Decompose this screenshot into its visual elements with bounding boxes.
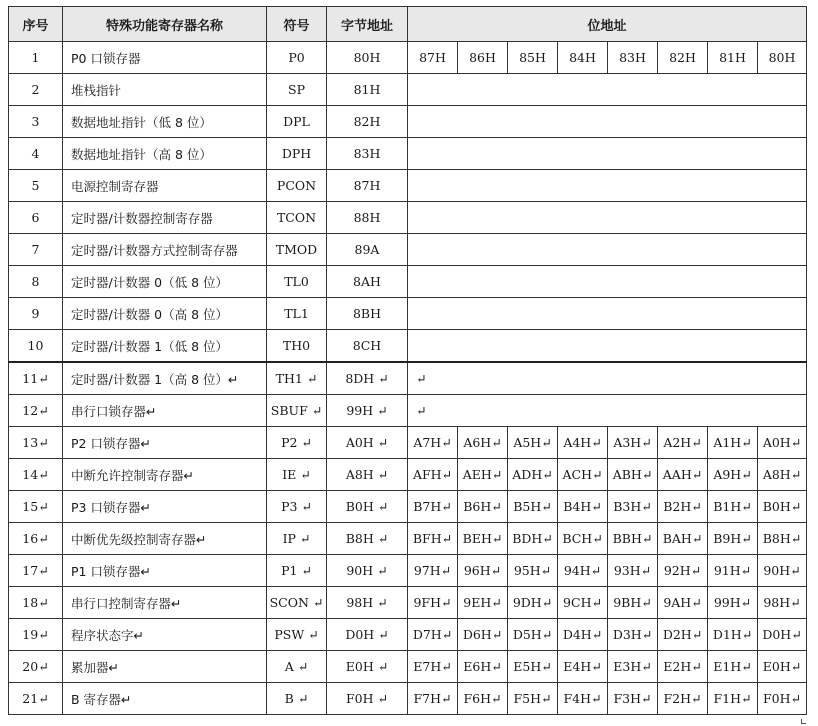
row-bit-address: 95H↵ [508,555,558,587]
row-symbol: IE ↵ [267,459,327,491]
row-seq: 7 [9,234,63,266]
row-symbol: TMOD [267,234,327,266]
row-symbol: TH0 [267,330,327,363]
row-symbol: TH1 ↵ [267,362,327,395]
table-row [9,42,807,74]
row-byte-address: E0H ↵ [327,651,408,683]
row-seq: 1 [9,42,63,74]
row-seq: 4 [9,138,63,170]
row-bit-address-empty: ↵ [408,395,807,427]
row-bit-address: ABH↵ [608,459,658,491]
row-bit-address: A4H↵ [558,427,608,459]
row-bit-address: F6H↵ [458,683,508,715]
page-corner-mark [801,719,806,724]
row-bit-address: AFH↵ [408,459,458,491]
row-bit-address: F2H↵ [658,683,708,715]
table-row [9,266,807,298]
row-register-name: 程序状态字↵ [63,619,267,651]
row-bit-address: B7H↵ [408,491,458,523]
row-seq: 9 [9,298,63,330]
row-byte-address: 8BH [327,298,408,330]
header-bit-address: 位地址 [408,7,807,42]
row-bit-address: BFH↵ [408,523,458,555]
row-seq: 3 [9,106,63,138]
row-register-name: P2 口锁存器↵ [63,427,267,459]
row-symbol: DPL [267,106,327,138]
row-bit-address: F4H↵ [558,683,608,715]
row-bit-address-empty [408,266,807,298]
row-bit-address: B5H↵ [508,491,558,523]
row-register-name: B 寄存器↵ [63,683,267,715]
row-symbol: P3 ↵ [267,491,327,523]
row-symbol: IP ↵ [267,523,327,555]
row-seq: 19↵ [9,619,63,651]
row-bit-address: D2H↵ [658,619,708,651]
row-register-name: 串行口锁存器↵ [63,395,267,427]
row-symbol: TL0 [267,266,327,298]
row-byte-address: 83H [327,138,408,170]
row-bit-address: F5H↵ [508,683,558,715]
table-row [9,491,807,523]
row-bit-address: BEH↵ [458,523,508,555]
row-bit-address: E7H↵ [408,651,458,683]
row-symbol: P0 [267,42,327,74]
row-bit-address: E5H↵ [508,651,558,683]
row-bit-address-empty [408,138,807,170]
row-bit-address: B4H↵ [558,491,608,523]
row-bit-address-empty: ↵ [408,362,807,395]
row-bit-address: AEH↵ [458,459,508,491]
row-bit-address: 81H [708,42,758,74]
row-bit-address: BBH↵ [608,523,658,555]
table-row [9,587,807,619]
row-bit-address: 80H [758,42,807,74]
row-bit-address: E1H↵ [708,651,758,683]
row-bit-address: F7H↵ [408,683,458,715]
row-bit-address: 90H↵ [758,555,807,587]
row-seq: 6 [9,202,63,234]
row-bit-address: 9EH↵ [458,587,508,619]
row-bit-address: B3H↵ [608,491,658,523]
table-row [9,395,807,427]
row-symbol: SBUF ↵ [267,395,327,427]
row-symbol: A ↵ [267,651,327,683]
row-bit-address-empty [408,298,807,330]
row-bit-address: A7H↵ [408,427,458,459]
row-bit-address: 9AH↵ [658,587,708,619]
row-symbol: SP [267,74,327,106]
row-byte-address: B8H ↵ [327,523,408,555]
table-row [9,234,807,266]
row-seq: 8 [9,266,63,298]
row-seq: 14↵ [9,459,63,491]
table-row [9,523,807,555]
row-register-name: 数据地址指针（低 8 位） [63,106,267,138]
row-bit-address: D5H↵ [508,619,558,651]
table-row [9,170,807,202]
row-symbol: B ↵ [267,683,327,715]
row-bit-address: A8H↵ [758,459,807,491]
row-bit-address: F0H↵ [758,683,807,715]
header-byte-address: 字节地址 [327,7,408,42]
row-seq: 13↵ [9,427,63,459]
table-row [9,459,807,491]
row-bit-address: B8H↵ [758,523,807,555]
table-row [9,202,807,234]
row-bit-address-empty [408,170,807,202]
row-bit-address: 9CH↵ [558,587,608,619]
row-symbol: SCON ↵ [267,587,327,619]
row-seq: 16↵ [9,523,63,555]
row-bit-address: 9FH↵ [408,587,458,619]
table-row [9,106,807,138]
row-byte-address: 99H ↵ [327,395,408,427]
row-bit-address: A0H↵ [758,427,807,459]
row-register-name: 数据地址指针（高 8 位） [63,138,267,170]
row-byte-address: 81H [327,74,408,106]
table-row [9,683,807,715]
row-symbol: DPH [267,138,327,170]
row-bit-address: BDH↵ [508,523,558,555]
row-bit-address: 86H [458,42,508,74]
row-bit-address: 96H↵ [458,555,508,587]
row-bit-address: 97H↵ [408,555,458,587]
row-seq: 20↵ [9,651,63,683]
row-bit-address: D1H↵ [708,619,758,651]
row-symbol: PCON [267,170,327,202]
row-byte-address: 82H [327,106,408,138]
row-bit-address: F1H↵ [708,683,758,715]
table-row [9,298,807,330]
row-seq: 18↵ [9,587,63,619]
table-row [9,619,807,651]
row-byte-address: F0H ↵ [327,683,408,715]
row-seq: 15↵ [9,491,63,523]
row-bit-address: 82H [658,42,708,74]
row-bit-address: A6H↵ [458,427,508,459]
row-bit-address: 9DH↵ [508,587,558,619]
table-body [9,42,807,715]
table-row [9,138,807,170]
row-bit-address: BCH↵ [558,523,608,555]
row-bit-address: 91H↵ [708,555,758,587]
row-symbol: PSW ↵ [267,619,327,651]
row-byte-address: 8DH ↵ [327,362,408,395]
row-bit-address: E0H↵ [758,651,807,683]
row-seq: 11↵ [9,362,63,395]
row-byte-address: B0H ↵ [327,491,408,523]
row-bit-address: E3H↵ [608,651,658,683]
row-byte-address: 90H ↵ [327,555,408,587]
row-bit-address: F3H↵ [608,683,658,715]
row-register-name: 定时器/计数器 1（低 8 位） [63,330,267,363]
table-row [9,362,807,395]
table-header-row [9,7,807,42]
row-bit-address-empty [408,106,807,138]
row-bit-address: D6H↵ [458,619,508,651]
row-register-name: 定时器/计数器方式控制寄存器 [63,234,267,266]
row-bit-address: E4H↵ [558,651,608,683]
table-row [9,651,807,683]
table-row [9,74,807,106]
row-register-name: 堆栈指针 [63,74,267,106]
row-register-name: 定时器/计数器 0（低 8 位） [63,266,267,298]
row-symbol: TCON [267,202,327,234]
row-bit-address-empty [408,234,807,266]
row-register-name: 中断允许控制寄存器↵ [63,459,267,491]
row-bit-address: A5H↵ [508,427,558,459]
row-seq: 10 [9,330,63,363]
row-byte-address: A8H ↵ [327,459,408,491]
row-byte-address: 98H ↵ [327,587,408,619]
header-name: 特殊功能寄存器名称 [63,7,267,42]
row-bit-address: BAH↵ [658,523,708,555]
row-bit-address: B1H↵ [708,491,758,523]
row-byte-address: D0H ↵ [327,619,408,651]
table-row [9,330,807,363]
row-bit-address: 98H↵ [758,587,807,619]
row-register-name: P0 口锁存器 [63,42,267,74]
row-bit-address: 85H [508,42,558,74]
header-symbol: 符号 [267,7,327,42]
row-register-name: 电源控制寄存器 [63,170,267,202]
row-bit-address: B0H↵ [758,491,807,523]
row-bit-address: D3H↵ [608,619,658,651]
row-bit-address: 83H [608,42,658,74]
row-bit-address: AAH↵ [658,459,708,491]
row-seq: 5 [9,170,63,202]
row-register-name: P3 口锁存器↵ [63,491,267,523]
row-bit-address: A2H↵ [658,427,708,459]
row-register-name: 累加器↵ [63,651,267,683]
row-seq: 21↵ [9,683,63,715]
row-bit-address: B9H↵ [708,523,758,555]
row-bit-address: ADH↵ [508,459,558,491]
row-bit-address: E6H↵ [458,651,508,683]
row-bit-address: B2H↵ [658,491,708,523]
row-bit-address: 84H [558,42,608,74]
row-bit-address: 9BH↵ [608,587,658,619]
row-bit-address: 93H↵ [608,555,658,587]
row-bit-address: A1H↵ [708,427,758,459]
row-register-name: 定时器/计数器 1（高 8 位）↵ [63,362,267,395]
row-register-name: 串行口控制寄存器↵ [63,587,267,619]
row-byte-address: 8AH [327,266,408,298]
row-byte-address: 88H [327,202,408,234]
row-bit-address: 87H [408,42,458,74]
row-bit-address: 94H↵ [558,555,608,587]
row-bit-address: D0H↵ [758,619,807,651]
row-bit-address: B6H↵ [458,491,508,523]
row-register-name: 定时器/计数器 0（高 8 位） [63,298,267,330]
row-seq: 12↵ [9,395,63,427]
row-bit-address: D4H↵ [558,619,608,651]
row-bit-address: 92H↵ [658,555,708,587]
row-bit-address: 99H↵ [708,587,758,619]
row-bit-address: D7H↵ [408,619,458,651]
row-bit-address: A3H↵ [608,427,658,459]
row-bit-address: E2H↵ [658,651,708,683]
row-byte-address: 89A [327,234,408,266]
row-bit-address-empty [408,74,807,106]
row-byte-address: 8CH [327,330,408,363]
row-register-name: P1 口锁存器↵ [63,555,267,587]
row-register-name: 定时器/计数器控制寄存器 [63,202,267,234]
row-byte-address: 87H [327,170,408,202]
row-bit-address: A9H↵ [708,459,758,491]
row-bit-address-empty [408,330,807,363]
row-bit-address-empty [408,202,807,234]
header-seq: 序号 [9,7,63,42]
row-seq: 17↵ [9,555,63,587]
row-byte-address: 80H [327,42,408,74]
row-symbol: P2 ↵ [267,427,327,459]
row-symbol: P1 ↵ [267,555,327,587]
sfr-table [8,6,807,715]
row-byte-address: A0H ↵ [327,427,408,459]
table-row [9,555,807,587]
row-bit-address: ACH↵ [558,459,608,491]
row-seq: 2 [9,74,63,106]
row-symbol: TL1 [267,298,327,330]
row-register-name: 中断优先级控制寄存器↵ [63,523,267,555]
table-row [9,427,807,459]
